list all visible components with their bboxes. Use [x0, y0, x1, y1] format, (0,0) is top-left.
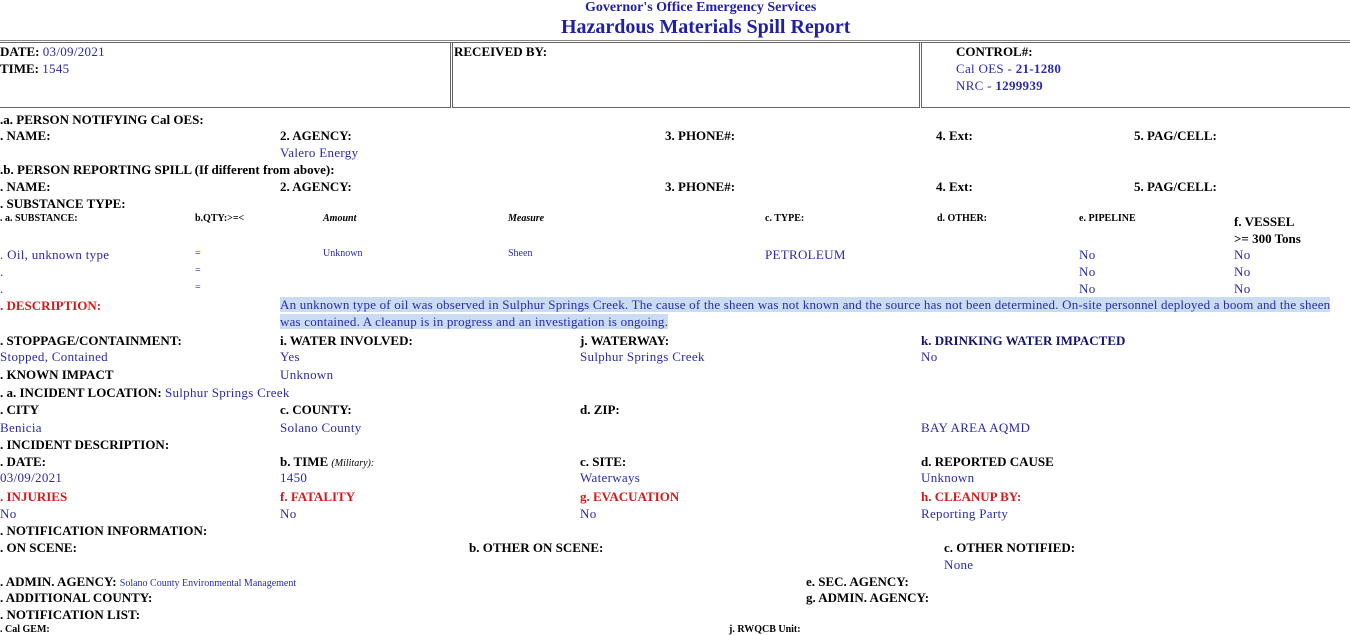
- col-substance: . a. SUBSTANCE:: [0, 213, 78, 224]
- row-number: .: [0, 264, 4, 279]
- row-type: PETROLEUM: [765, 247, 846, 262]
- reported-cause-label: d. REPORTED CAUSE: [921, 454, 1054, 469]
- row-number: .: [0, 281, 4, 296]
- row-number: . Oil, unknown type: [0, 247, 110, 262]
- reporting-phone-label: 3. PHONE#:: [665, 179, 736, 194]
- stoppage-label: . STOPPAGE/CONTAINMENT:: [0, 333, 182, 348]
- row-qty: =: [195, 282, 201, 293]
- county-label: c. COUNTY:: [280, 402, 352, 417]
- incident-location-value: Sulphur Springs Creek: [164, 385, 290, 400]
- row-vessel: No: [1234, 247, 1251, 262]
- row-qty: =: [195, 265, 201, 276]
- col-qty: b.QTY:>=<: [195, 213, 245, 224]
- drinking-water-value: No: [921, 349, 938, 364]
- incident-date-value: 03/09/2021: [0, 470, 63, 485]
- nrc-control: NRC - 1299939: [956, 78, 1043, 93]
- notifying-ext-label: 4. Ext:: [936, 128, 973, 143]
- county-value: Solano County: [280, 420, 362, 435]
- notifying-agency-label: 2. AGENCY:: [280, 128, 352, 143]
- additional-county-label: . ADDITIONAL COUNTY:: [0, 590, 153, 605]
- reporting-name-label: . NAME:: [0, 179, 51, 194]
- fatality-value: No: [280, 506, 297, 521]
- other-notified-value: None: [944, 557, 974, 572]
- section-person-reporting: .b. PERSON REPORTING SPILL (If different from above):: [0, 162, 335, 177]
- injuries-label: . INJURIES: [0, 489, 68, 504]
- col-vessel-tons: >= 300 Tons: [1234, 231, 1301, 246]
- on-scene-label: . ON SCENE:: [0, 540, 77, 555]
- row-measure: Sheen: [508, 248, 533, 259]
- known-impact-value: Unknown: [280, 367, 334, 382]
- site-label: c. SITE:: [580, 454, 627, 469]
- g-admin-agency-label: g. ADMIN. AGENCY:: [806, 590, 930, 605]
- calgem-label: . Cal GEM:: [0, 624, 50, 635]
- water-involved-label: i. WATER INVOLVED:: [280, 333, 413, 348]
- row-qty: =: [195, 248, 201, 259]
- injuries-value: No: [0, 506, 17, 521]
- fatality-label: f. FATALITY: [280, 489, 356, 504]
- sec-agency-label: e. SEC. AGENCY:: [806, 574, 909, 589]
- notifying-agency: Valero Energy: [280, 145, 359, 160]
- section-substance-type: . SUBSTANCE TYPE:: [0, 196, 126, 211]
- notifying-phone-label: 3. PHONE#:: [665, 128, 736, 143]
- row-amount: Unknown: [323, 248, 363, 259]
- zip-label: d. ZIP:: [580, 402, 620, 417]
- reported-cause-value: Unknown: [921, 470, 975, 485]
- site-value: Waterways: [580, 470, 641, 485]
- col-type: c. TYPE:: [765, 213, 805, 224]
- agency-heading: Governor's Office Emergency Services: [585, 0, 817, 15]
- cleanup-label: h. CLEANUP BY:: [921, 489, 1022, 504]
- row-vessel: No: [1234, 281, 1251, 296]
- evacuation-label: g. EVACUATION: [580, 489, 680, 504]
- row-vessel: No: [1234, 264, 1251, 279]
- section-incident-description: . INCIDENT DESCRIPTION:: [0, 437, 170, 452]
- reporting-agency-label: 2. AGENCY:: [280, 179, 352, 194]
- row-pipeline: No: [1079, 264, 1096, 279]
- description-text: An unknown type of oil was observed in Sulphur Springs Creek. The cause of the sheen was not known and the source has not been determined. On-site personnel deployed a boom and the sheen was contained. A cleanup is in progress and an investigation is ongoing.: [280, 297, 1331, 329]
- waterway-value: Sulphur Springs Creek: [580, 349, 705, 364]
- incident-time-value: 1450: [280, 470, 308, 485]
- admin-agency-label: . ADMIN. AGENCY: Solano County Environmental Management: [0, 574, 297, 589]
- date-label: DATE: 03/09/2021: [0, 44, 105, 59]
- evacuation-value: No: [580, 506, 597, 521]
- incident-time-label: b. TIME (Military):: [280, 454, 375, 469]
- col-measure: Measure: [508, 213, 545, 224]
- water-involved-value: Yes: [280, 349, 300, 364]
- waterway-label: j. WATERWAY:: [580, 333, 670, 348]
- report-time: 1545: [42, 61, 70, 76]
- reporting-ext-label: 4. Ext:: [936, 179, 973, 194]
- incident-location-label: . a. INCIDENT LOCATION: Sulphur Springs Creek: [0, 385, 290, 400]
- rwqcb-label: j. RWQCB Unit:: [729, 624, 801, 635]
- report-title: Hazardous Materials Spill Report: [561, 16, 851, 38]
- received-by-label: RECEIVED BY:: [454, 44, 548, 59]
- known-impact-label: . KNOWN IMPACT: [0, 367, 114, 382]
- divider: [0, 40, 1350, 41]
- incident-date-label: . DATE:: [0, 454, 46, 469]
- time-label: TIME: 1545: [0, 61, 70, 76]
- other-notified-label: c. OTHER NOTIFIED:: [944, 540, 1076, 555]
- col-other: d. OTHER:: [937, 213, 988, 224]
- stoppage-value: Stopped, Contained: [0, 349, 108, 364]
- row-pipeline: No: [1079, 247, 1096, 262]
- district-value: BAY AREA AQMD: [921, 420, 1031, 435]
- notification-list-label: . NOTIFICATION LIST:: [0, 607, 141, 622]
- caloes-control: Cal OES - 21-1280: [956, 61, 1062, 76]
- city-label: . CITY: [0, 402, 40, 417]
- notifying-name-label: . NAME:: [0, 128, 51, 143]
- section-notification-information: . NOTIFICATION INFORMATION:: [0, 523, 208, 538]
- admin-agency-value: Solano County Environmental Management: [119, 578, 297, 589]
- other-on-scene-label: b. OTHER ON SCENE:: [469, 540, 604, 555]
- section-person-notifying: .a. PERSON NOTIFYING Cal OES:: [0, 112, 204, 127]
- drinking-water-label: k. DRINKING WATER IMPACTED: [921, 333, 1126, 348]
- report-date: 03/09/2021: [42, 44, 105, 59]
- city-value: Benicia: [0, 420, 42, 435]
- description-label: . DESCRIPTION:: [0, 298, 102, 313]
- control-label: CONTROL#:: [956, 44, 1033, 59]
- col-vessel: f. VESSEL: [1234, 214, 1295, 229]
- col-amount: Amount: [323, 213, 357, 224]
- notifying-pag-label: 5. PAG/CELL:: [1134, 128, 1217, 143]
- col-pipeline: e. PIPELINE: [1079, 213, 1136, 224]
- row-pipeline: No: [1079, 281, 1096, 296]
- cleanup-value: Reporting Party: [921, 506, 1009, 521]
- reporting-pag-label: 5. PAG/CELL:: [1134, 179, 1217, 194]
